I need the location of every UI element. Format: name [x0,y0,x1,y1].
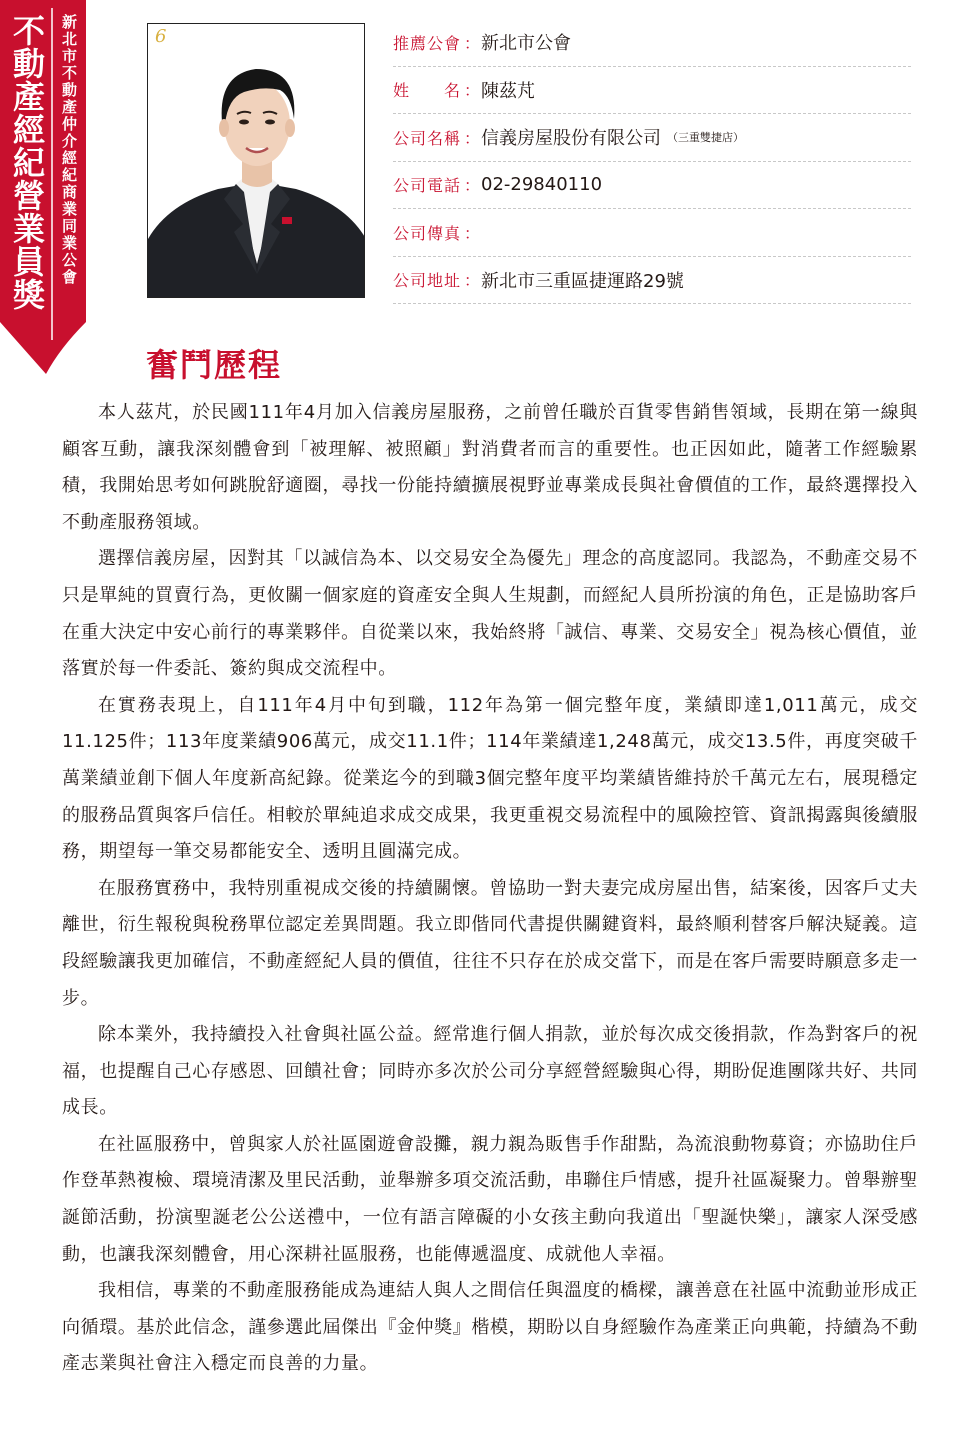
info-colon: ： [463,128,480,148]
info-row-company [393,114,911,162]
info-row-fax [393,209,911,257]
paragraph: 在服務實務中，我特別重視成交後的持續關懷。曾協助一對夫妻完成房屋出售，結案後，因客戶丈夫離世，衍生報稅與稅務單位認定差異問題。我立即偕同代書提供關鍵資料，最終順利替客戶解決疑義。這段經驗讓我更加確信，不動產經紀人員的價值，往往不只存在於成交當下，而是在客戶需要時願意多走一步。 [62,877,918,1009]
paragraph: 在社區服務中，曾與家人於社區園遊會設攤，親力親為販售手作甜點，為流浪動物募資；亦協助住戶作登革熱複檢、環境清潔及里民活動，並舉辦多項交流活動，串聯住戶情感，提升社區凝聚力。曾舉辦聖誕節活動，扮演聖誕老公公送禮中，一位有語言障礙的小女孩主動向我道出「聖誕快樂」，讓家人深受感動，也讓我深刻體會，用心深耕社區服務，也能傳遞溫度、成就他人幸福。 [62,1133,918,1265]
info-colon: ： [463,271,480,291]
info-value: 02-29840110 [481,174,603,196]
info-colon: ： [463,81,480,101]
info-colon: ： [463,33,480,53]
article-body [62,395,918,1383]
info-label: 公司傳真 [393,223,462,243]
info-row-address [393,257,911,305]
paragraph: 我相信，專業的不動產服務能成為連結人與人之間信任與溫度的橋樑，讓善意在社區中流動並形成正向循環。基於此信念，謹參選此屆傑出『金仲獎』楷模，期盼以自身經驗作為產業正向典範，持續為不動產志業與社會注入穩定而良善的力量。 [62,1280,918,1375]
award-ribbon [0,0,86,375]
info-colon: ： [463,176,480,196]
info-value: 陳茲芃 [481,80,535,102]
info-value: 新北市三重區捷運路29號 [481,270,684,292]
person-portrait [148,24,365,298]
info-list [393,19,911,304]
paragraph: 在實務表現上，自111年4月中旬到職，112年為第一個完整年度，業績即達1,011萬元，成交11.125件；113年度業績906萬元，成交11.1件；114年業績達1,248萬元，成交13.5件，再度突破千萬業績並創下個人年度新高紀錄。從業迄今的到職3個完整年度平均業績皆維持於千萬元左右，展現穩定的服務品質與客戶信任。相較於單純追求成交成果，我更重視交易流程中的風險控管、資訊揭露與後續服務，期望每一筆交易都能安全、透明且圓滿完成。 [62,694,918,863]
section-title: 奮鬥歷程 [146,346,283,384]
paragraph: 本人茲芃，於民國111年4月加入信義房屋服務，之前曾任職於百貨零售銷售領域，長期在第一線與顧客互動，讓我深刻體會到「被理解、被照顧」對消費者而言的重要性。也正因如此，隨著工作經驗累積，我開始思考如何跳脫舒適圈，尋找一份能持續擴展視野並專業成長與社會價值的工作，最終選擇投入不動產服務領域。 [62,402,918,533]
info-value: 新北市公會 [481,33,571,55]
info-label: 公司電話 [393,176,462,196]
branch-note: （三重雙捷店） [667,131,744,145]
paragraph: 選擇信義房屋，因對其「以誠信為本、以交易安全為優先」理念的高度認同。我認為，不動產交易不只是單純的買賣行為，更攸關一個家庭的資產安全與人生規劃，而經紀人員所扮演的角色，正是協助客戶在重大決定中安心前行的專業夥伴。自從業以來，我始終將「誠信、專業、交易安全」視為核心價值，並落實於每一件委託、簽約與成交流程中。 [62,548,918,680]
info-label: 公司名稱 [393,128,462,148]
info-label: 公司地址 [393,271,462,291]
info-value: 信義房屋股份有限公司 [481,128,661,150]
profile-photo [147,23,365,298]
info-colon: ： [463,223,480,243]
info-label: 姓 名 [393,81,462,101]
award-title: 不動產經紀營業員獎 [8,14,46,311]
paragraph: 除本業外，我持續投入社會與社區公益。經常進行個人捐款，並於每次成交後捐款，作為對客戶的祝福，也提醒自己心存感恩、回饋社會；同時亦多次於公司分享經營經驗與心得，期盼促進團隊共好、共同成長。 [62,1024,918,1119]
info-row-name [393,67,911,115]
info-row-phone [393,162,911,210]
corner-mark: 6 [155,26,167,47]
info-row-association [393,19,911,67]
info-label: 推薦公會 [393,33,462,53]
association-name: 新北市不動產仲介經紀商業同業公會 [60,14,78,286]
